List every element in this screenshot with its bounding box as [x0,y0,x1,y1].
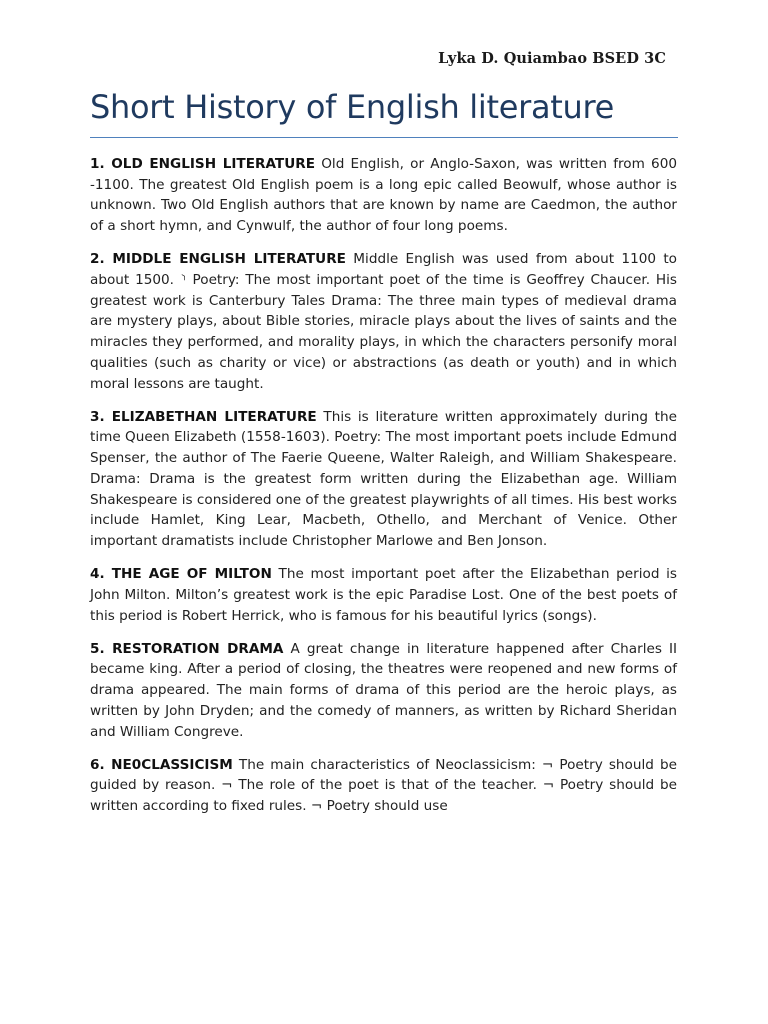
section-old-english [90,154,677,237]
title-underline [90,137,678,138]
section-text: Middle English was used from about 1100 to about 1500. ⸃ Poetry: The most important poet of the time is Geoffrey Chaucer. His greatest work is Canterbury Tales Drama: The three main types of medieval drama are mystery plays, about Bible stories, miracle plays about the lives of saints and the miracles they performed, and morality plays, in which the characters personify moral qualities (such as charity or vice) or abstractions (as death or youth) and in which moral lessons are taught. [90,251,678,392]
section-heading: 6. NE0CLASSICISM [90,756,233,773]
section-text: A great change in literature happened after Charles II became king. After a period of closing, the theatres were reopened and new forms of drama appeared. The main forms of drama of this period are the heroic plays, as written by John Dryden; and the comedy of manners, as written by Richard Sheridan and William Congreve. [90,640,677,740]
document-body [90,154,677,829]
section-text: This is literature written approximately during the time Queen Elizabeth (1558-1603). Poetry: The most important poets include Edmund Spenser, the author of The Faerie Queene, Walter Raleigh, and William Shakespeare. Drama: Drama is the greatest form written during the Elizabethan age. William Shakespeare is considered one of the greatest playwrights of all times. His best works include Hamlet, King Lear, Macbeth, Othello, and Merchant of Venice. Other important dramatists include Christopher Marlowe and Ben Jonson. [90,408,677,549]
section-age-of-milton [90,564,677,626]
section-text: The most important poet after the Elizabethan period is John Milton. Milton’s greatest work is the epic Paradise Lost. One of the best poets of this period is Robert Herrick, who is famous for his beautiful lyrics (songs). [90,566,677,624]
section-heading: 1. OLD ENGLISH LITERATURE [90,156,315,172]
section-text: The main characteristics of Neoclassicism: ¬ Poetry should be guided by reason. ¬ The role of the poet is that of the teacher. ¬ Poetry should be written according to fixed rules. ¬ Poetry should use [90,756,677,815]
section-heading: 4. THE AGE OF MILTON [90,566,272,583]
section-text: Old English, or Anglo-Saxon, was written from 600 -1100. The greatest Old English poem is a long epic called Beowulf, whose author is unknown. Two Old English authors that are known by name are Caedmon, the author of a short hymn, and Cynwulf, the author of four long poems. [90,156,678,235]
section-heading: 3. ELIZABETHAN LITERATURE [90,408,317,425]
section-elizabethan [90,407,677,552]
document-title: Short History of English literature [90,88,615,126]
section-neoclassicism [90,755,677,817]
author-line: Lyka D. Quiambao BSED 3C [438,50,666,67]
section-heading: 2. MIDDLE ENGLISH LITERATURE [90,251,346,268]
section-heading: 5. RESTORATION DRAMA [90,640,284,657]
section-restoration-drama [90,639,677,743]
section-middle-english [90,249,677,394]
